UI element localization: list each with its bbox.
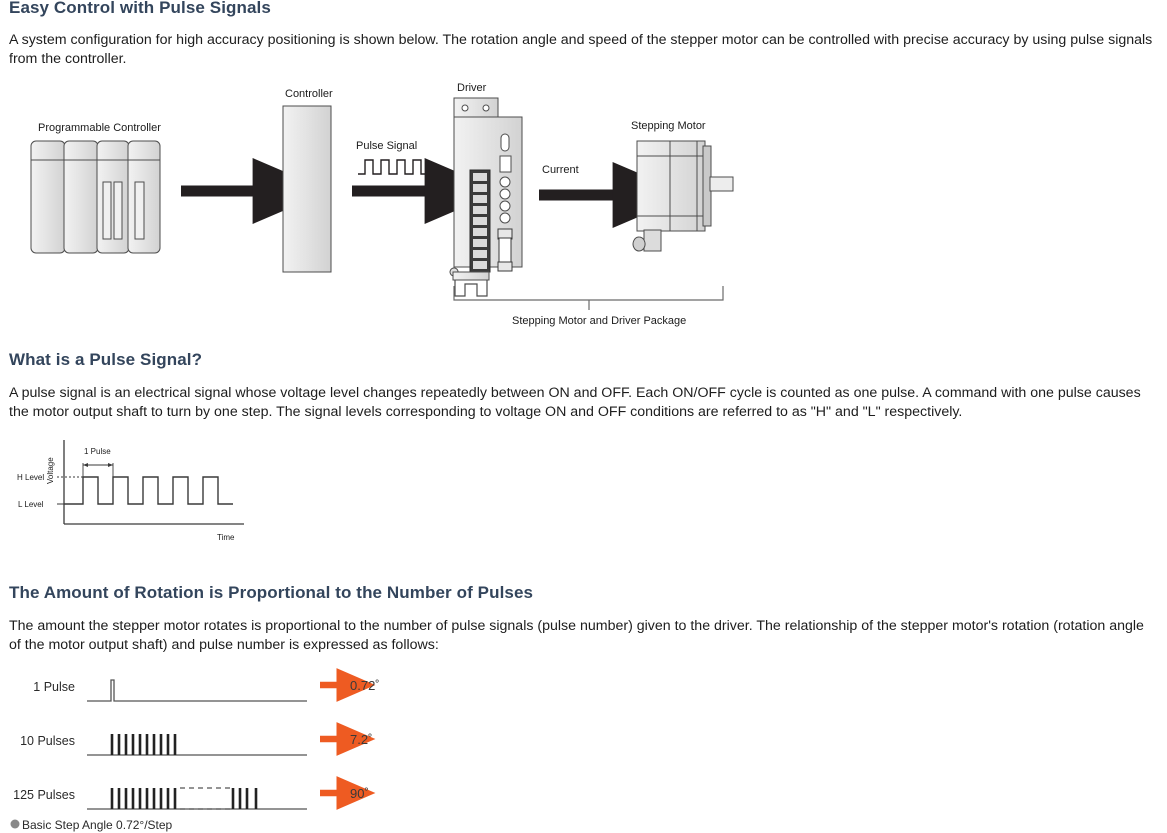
row-waveform-break [180,788,231,809]
label-stepping-motor: Stepping Motor [631,120,706,132]
bullet-icon [11,820,20,829]
label-pulse-signal: Pulse Signal [356,140,418,152]
row-angle-label: 7.2˚ [350,732,373,747]
system-configuration-diagram [9,72,1009,334]
rotation-row [13,786,369,809]
controller-graphic [283,106,331,272]
row-label-pulses: 1 Pulse [33,680,75,694]
stepping-motor-graphic [633,141,733,251]
programmable-controller-graphic [31,141,160,253]
label-time-axis: Time [217,533,235,542]
paragraph-easy-control: A system configuration for high accuracy positioning is shown below. The rotation angle and speed of the stepper motor can be controlled with precise accuracy by using pulse signals from the controller. [9,32,1153,67]
label-package: Stepping Motor and Driver Package [512,315,687,327]
row-label-pulses: 125 Pulses [13,788,75,802]
label-h-level: H Level [17,473,45,482]
row-waveform [112,734,175,755]
rotation-row [33,678,379,701]
page-title-rotation-proportional: The Amount of Rotation is Proportional to the Number of Pulses [9,583,534,602]
label-one-pulse: 1 Pulse [84,447,111,456]
pulse-signal-waveform-icon [358,160,433,174]
footnote-text: Basic Step Angle 0.72°/Step [22,818,173,832]
label-programmable-controller: Programmable Controller [38,122,161,134]
label-l-level: L Level [18,500,44,509]
label-current: Current [542,164,579,176]
row-waveform [87,680,307,701]
paragraph-what-is-pulse-signal: A pulse signal is an electrical signal whose voltage level changes repeatedly between ON and OFF. Each ON/OFF cycle is counted as one pulse. A command with one pulse causes the motor output shaft to turn by one step. The signal levels corresponding to voltage ON and OFF conditions are referred to as "H" and "L" respectively. [9,385,1141,420]
chart-square-wave [64,477,233,504]
row-waveform [112,788,256,809]
row-label-pulses: 10 Pulses [20,734,75,748]
page-title-what-is-pulse-signal: What is a Pulse Signal? [9,350,203,369]
label-driver: Driver [457,82,487,94]
label-controller: Controller [285,88,333,100]
paragraph-rotation-proportional: The amount the stepper motor rotates is proportional to the number of pulse signals (pulse number) given to the driver. The relationship of the stepper motor's rotation (rotation angle of the motor output shaft) and pulse number is expressed as follows: [9,618,1144,653]
package-bracket [454,286,723,310]
row-angle-label: 90˚ [350,786,369,801]
label-voltage-axis: Voltage [46,457,55,484]
rotation-row [20,732,372,755]
pulses-to-rotation-diagram [0,663,420,833]
page-title-easy-control: Easy Control with Pulse Signals [9,0,271,17]
one-pulse-measure-arrow [83,463,113,477]
row-angle-label: 0.72˚ [350,678,380,693]
driver-graphic [450,98,522,296]
pulse-signal-voltage-chart [9,432,309,557]
